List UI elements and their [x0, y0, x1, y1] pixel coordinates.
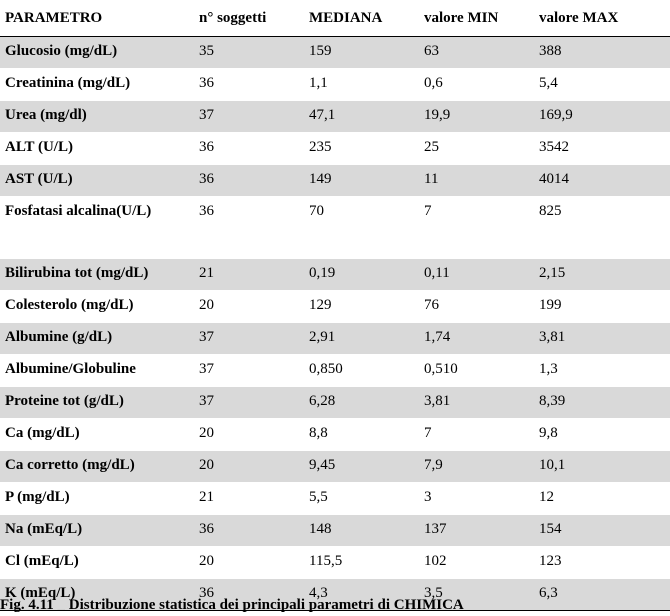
cell-n-soggetti: 36	[194, 579, 304, 611]
cell-mediana: 149	[304, 165, 419, 197]
cell-mediana: 9,45	[304, 451, 419, 483]
cell-parametro: Cl (mEq/L)	[0, 547, 194, 579]
table-row	[0, 37, 670, 69]
cell-n-soggetti: 36	[194, 133, 304, 165]
header-mediana: MEDIANA	[304, 0, 419, 37]
header-n-soggetti: n° soggetti	[194, 0, 304, 37]
cell-valore-max: 154	[534, 515, 670, 547]
cell-valore-min: 3	[419, 483, 534, 515]
cell-parametro: Ca corretto (mg/dL)	[0, 451, 194, 483]
cell-valore-max: 10,1	[534, 451, 670, 483]
cell-mediana: 0,19	[304, 259, 419, 291]
cell-valore-min: 0,6	[419, 69, 534, 101]
figure-caption: Fig. 4.11 _ Distribuzione statistica dei principali parametri di CHIMICA	[0, 597, 464, 613]
cell-parametro: Glucosio (mg/dL)	[0, 37, 194, 69]
cell-valore-max: 825	[534, 197, 670, 259]
table-row	[0, 197, 670, 259]
cell-parametro: P (mg/dL)	[0, 483, 194, 515]
cell-parametro: K (mEq/L)	[0, 579, 194, 611]
cell-mediana: 129	[304, 291, 419, 323]
cell-valore-min: 137	[419, 515, 534, 547]
cell-valore-max: 4014	[534, 165, 670, 197]
cell-mediana: 8,8	[304, 419, 419, 451]
cell-n-soggetti: 37	[194, 387, 304, 419]
cell-n-soggetti: 37	[194, 323, 304, 355]
cell-valore-min: 76	[419, 291, 534, 323]
cell-parametro: Ca (mg/dL)	[0, 419, 194, 451]
cell-n-soggetti: 21	[194, 483, 304, 515]
table-row	[0, 547, 670, 579]
cell-valore-min: 11	[419, 165, 534, 197]
cell-n-soggetti: 36	[194, 197, 304, 259]
cell-valore-min: 63	[419, 37, 534, 69]
table-header-row	[0, 0, 670, 37]
cell-valore-max: 2,15	[534, 259, 670, 291]
table-row	[0, 355, 670, 387]
cell-parametro: Bilirubina tot (mg/dL)	[0, 259, 194, 291]
cell-parametro: Proteine tot (g/dL)	[0, 387, 194, 419]
cell-valore-min: 0,510	[419, 355, 534, 387]
cell-parametro: Urea (mg/dl)	[0, 101, 194, 133]
cell-mediana: 115,5	[304, 547, 419, 579]
cell-n-soggetti: 20	[194, 419, 304, 451]
cell-mediana: 5,5	[304, 483, 419, 515]
cell-valore-min: 25	[419, 133, 534, 165]
cell-n-soggetti: 20	[194, 547, 304, 579]
cell-n-soggetti: 21	[194, 259, 304, 291]
cell-parametro: AST (U/L)	[0, 165, 194, 197]
cell-valore-min: 7	[419, 419, 534, 451]
cell-valore-max: 199	[534, 291, 670, 323]
cell-mediana: 70	[304, 197, 419, 259]
cell-mediana: 6,28	[304, 387, 419, 419]
table-row	[0, 69, 670, 101]
table-row	[0, 165, 670, 197]
cell-valore-max: 388	[534, 37, 670, 69]
cell-n-soggetti: 20	[194, 291, 304, 323]
cell-valore-min: 3,81	[419, 387, 534, 419]
cell-valore-max: 5,4	[534, 69, 670, 101]
cell-parametro: Albumine (g/dL)	[0, 323, 194, 355]
cell-valore-min: 0,11	[419, 259, 534, 291]
table-row	[0, 483, 670, 515]
cell-n-soggetti: 37	[194, 101, 304, 133]
table-row	[0, 387, 670, 419]
cell-parametro: Colesterolo (mg/dL)	[0, 291, 194, 323]
cell-n-soggetti: 36	[194, 515, 304, 547]
cell-parametro: Creatinina (mg/dL)	[0, 69, 194, 101]
table-row	[0, 451, 670, 483]
cell-parametro: Na (mEq/L)	[0, 515, 194, 547]
table-row	[0, 101, 670, 133]
header-valore-max: valore MAX	[534, 0, 670, 37]
cell-mediana: 148	[304, 515, 419, 547]
cell-valore-max: 8,39	[534, 387, 670, 419]
table-row	[0, 133, 670, 165]
table-row	[0, 515, 670, 547]
cell-valore-max: 169,9	[534, 101, 670, 133]
cell-valore-max: 123	[534, 547, 670, 579]
cell-n-soggetti: 35	[194, 37, 304, 69]
cell-valore-min: 7	[419, 197, 534, 259]
cell-mediana: 1,1	[304, 69, 419, 101]
cell-n-soggetti: 36	[194, 165, 304, 197]
cell-valore-min: 3,5	[419, 579, 534, 611]
cell-valore-min: 1,74	[419, 323, 534, 355]
cell-mediana: 2,91	[304, 323, 419, 355]
table-body	[0, 37, 670, 611]
table-row	[0, 419, 670, 451]
cell-n-soggetti: 36	[194, 69, 304, 101]
cell-valore-max: 1,3	[534, 355, 670, 387]
cell-mediana: 4,3	[304, 579, 419, 611]
table-row	[0, 323, 670, 355]
table-row	[0, 291, 670, 323]
cell-valore-max: 3542	[534, 133, 670, 165]
header-parametro: PARAMETRO	[0, 0, 194, 37]
cell-valore-max: 12	[534, 483, 670, 515]
cell-parametro: Fosfatasi alcalina(U/L)	[0, 197, 194, 259]
cell-valore-max: 6,3	[534, 579, 670, 611]
cell-mediana: 47,1	[304, 101, 419, 133]
cell-parametro: Albumine/Globuline	[0, 355, 194, 387]
cell-valore-min: 7,9	[419, 451, 534, 483]
cell-n-soggetti: 20	[194, 451, 304, 483]
cell-parametro: ALT (U/L)	[0, 133, 194, 165]
cell-valore-max: 9,8	[534, 419, 670, 451]
cell-mediana: 159	[304, 37, 419, 69]
cell-valore-min: 19,9	[419, 101, 534, 133]
cell-mediana: 235	[304, 133, 419, 165]
cell-n-soggetti: 37	[194, 355, 304, 387]
cell-valore-min: 102	[419, 547, 534, 579]
header-valore-min: valore MIN	[419, 0, 534, 37]
cell-valore-max: 3,81	[534, 323, 670, 355]
cell-mediana: 0,850	[304, 355, 419, 387]
table-row	[0, 259, 670, 291]
